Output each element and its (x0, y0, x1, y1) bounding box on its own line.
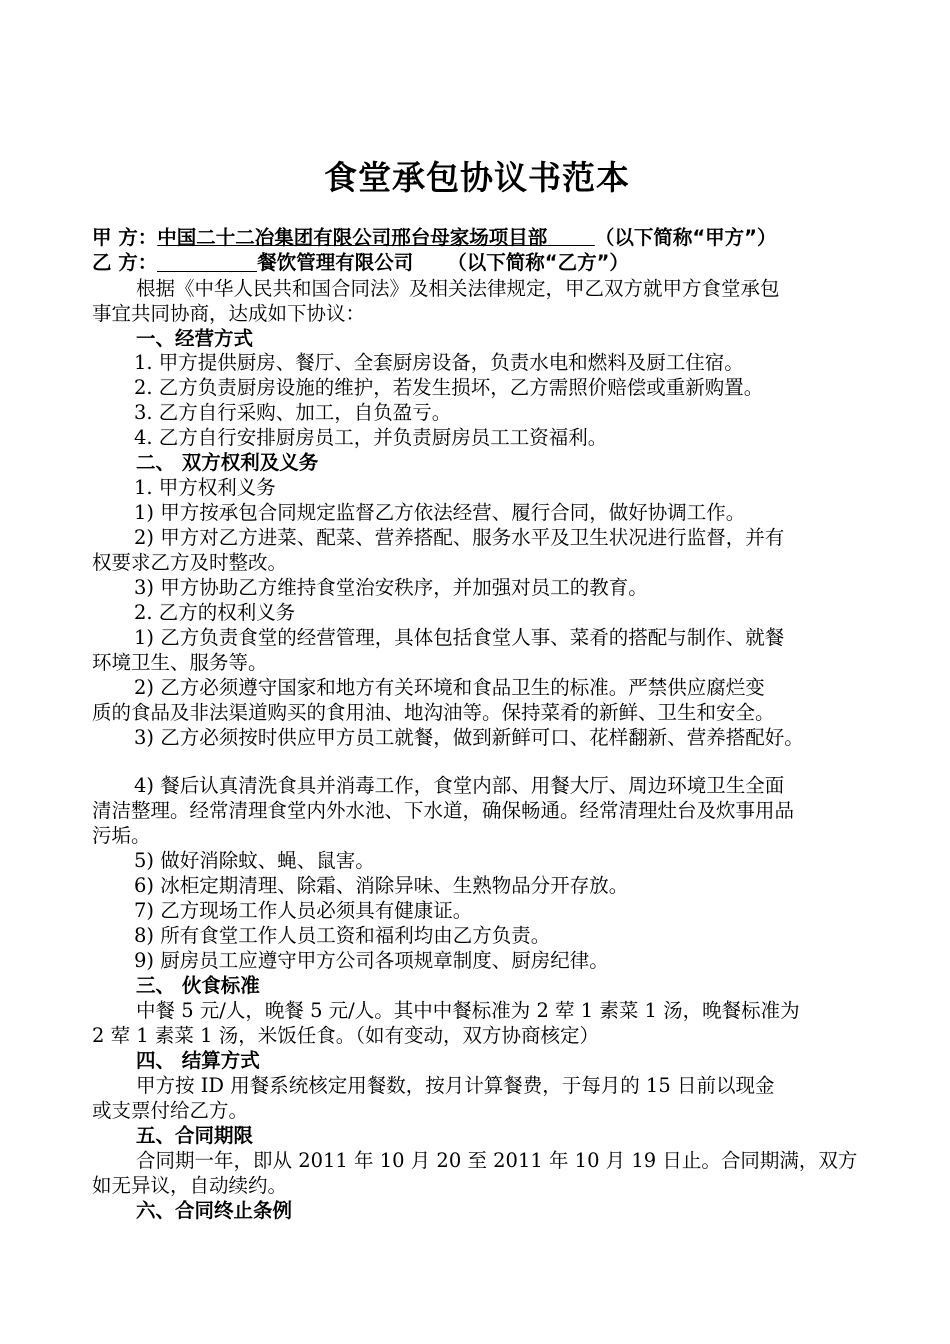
clause-line: 5) 做好消除蚊、蝇、鼠害。 (134, 849, 375, 872)
clause-line: 中餐 5 元/人，晚餐 5 元/人。其中中餐标准为 2 荤 1 素菜 1 汤，晚餐标准为 (136, 999, 800, 1022)
section-heading: 六、合同终止条例 (136, 1199, 293, 1222)
party-a-label: 甲 方： (92, 226, 158, 249)
clause-line: 2. 乙方负责厨房设施的维护，若发生损坏，乙方需照价赔偿或重新购置。 (134, 376, 764, 399)
clause-line: 质的食品及非法渠道购买的食用油、地沟油等。保持菜肴的新鲜、卫生和安全。 (92, 701, 775, 724)
clause-line: 或支票付给乙方。 (92, 1099, 249, 1122)
section-heading: 二、 双方权利及义务 (136, 451, 319, 474)
clause-line: 1. 甲方提供厨房、餐厅、全套厨房设备，负责水电和燃料及厨工住宿。 (134, 351, 744, 374)
clause-line: 合同期一年，即从 2011 年 10 月 20 至 2011 年 10 月 19 日止。合同期满，双方 (136, 1149, 858, 1172)
clause-line: 污垢。 (92, 824, 151, 847)
party-b-line (92, 250, 629, 275)
clause-line: 4) 餐后认真清洗食具并消毒工作，食堂内部、用餐大厅、周边环境卫生全面 (134, 774, 785, 797)
intro-line: 根据《中华人民共和国合同法》及相关法律规定，甲乙双方就甲方食堂承包 (136, 277, 780, 300)
party-b-name: 餐饮管理有限公司 (257, 251, 414, 274)
intro-line: 事宜共同协商，达成如下协议： (92, 302, 366, 325)
clause-line: 3) 乙方必须按时供应甲方员工就餐，做到新鲜可口、花样翻新、营养搭配好。 (134, 726, 804, 749)
clause-line: 8) 所有食堂工作人员工资和福利均由乙方负责。 (134, 924, 551, 947)
clause-line: 4. 乙方自行安排厨房员工，并负责厨房员工工资福利。 (134, 426, 608, 449)
clause-line: 3) 甲方协助乙方维持食堂治安秩序，并加强对员工的教育。 (134, 576, 648, 599)
clause-line: 2 荤 1 素菜 1 汤，米饭任食。（如有变动，双方协商核定） (92, 1024, 599, 1047)
clause-line: 权要求乙方及时整改。 (92, 551, 288, 574)
party-a-line (92, 225, 776, 250)
clause-line: 甲方按 ID 用餐系统核定用餐数，按月计算餐费，于每月的 15 日前以现金 (136, 1074, 775, 1097)
section-heading: 三、 伙食标准 (136, 974, 260, 997)
party-b-suffix: （以下简称“乙方”） (447, 251, 629, 274)
clause-line: 1) 甲方按承包合同规定监督乙方依法经营、履行合同，做好协调工作。 (134, 501, 746, 524)
clause-line: 如无异议，自动续约。 (92, 1174, 288, 1197)
party-a-name: 中国二十二冶集团有限公司邢台母家场项目部 (157, 226, 548, 249)
section-heading: 一、经营方式 (136, 327, 254, 350)
section-heading: 四、 结算方式 (136, 1049, 260, 1072)
clause-line: 9) 厨房员工应遵守甲方公司各项规章制度、厨房纪律。 (134, 949, 609, 972)
document-title: 食堂承包协议书范本 (324, 158, 630, 197)
clause-line: 7) 乙方现场工作人员必须具有健康证。 (134, 899, 473, 922)
clause-line: 1) 乙方负责食堂的经营管理，具体包括食堂人事、菜肴的搭配与制作、就餐 (134, 626, 785, 649)
clause-line: 2) 乙方必须遵守国家和地方有关环境和食品卫生的标准。严禁供应腐烂变 (134, 676, 765, 699)
clause-line: 清洁整理。经常清理食堂内外水池、下水道，确保畅通。经常清理灶台及炊事用品 (92, 799, 795, 822)
clause-line: 环境卫生、服务等。 (92, 651, 268, 674)
section-heading: 五、合同期限 (136, 1124, 254, 1147)
clause-line: 6) 冰柜定期清理、除霜、消除异味、生熟物品分开存放。 (134, 874, 629, 897)
clause-line: 2) 甲方对乙方进菜、配菜、营养搭配、服务水平及卫生状况进行监督，并有 (134, 526, 785, 549)
clause-line: 3. 乙方自行采购、加工，自负盈亏。 (134, 401, 452, 424)
party-b-label: 乙 方： (92, 251, 158, 274)
subsection-heading: 2. 乙方的权利义务 (134, 601, 296, 624)
party-b-blank (157, 251, 257, 272)
party-a-suffix: （以下简称“甲方”） (594, 226, 777, 249)
subsection-heading: 1. 甲方权利义务 (134, 476, 276, 499)
